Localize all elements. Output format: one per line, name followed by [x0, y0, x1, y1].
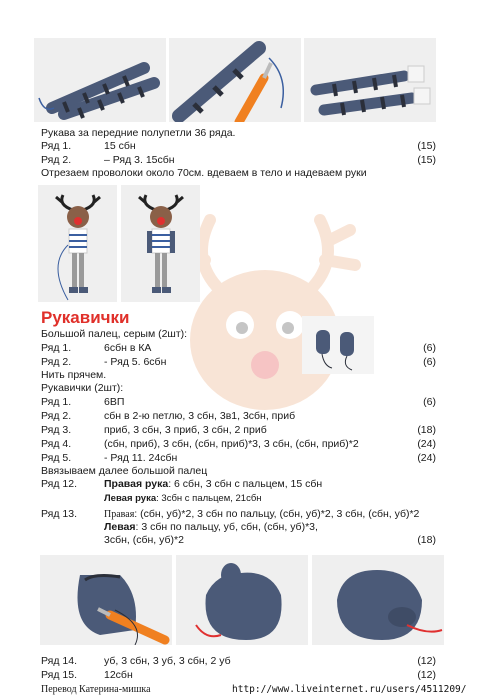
row-15-label: Ряд 15.	[41, 669, 77, 681]
sleeves-photo-1	[34, 38, 166, 122]
reindeer-photo-side	[121, 185, 200, 302]
row-15-count: (12)	[417, 669, 436, 681]
row-12-left-text: : 3сбн с пальцем, 21сбн	[156, 493, 262, 504]
footer-url[interactable]: http://www.liveinternet.ru/users/4511209/	[232, 684, 467, 695]
thumb-row-2-label: Ряд 2.	[41, 356, 72, 368]
row-12-right-text: : 6 сбн, 3 сбн с пальцем, 15 сбн	[168, 478, 323, 490]
mitten-title: Рукавички (2шт):	[41, 382, 124, 394]
row-13-left-text: : 3 сбн по пальцу, уб, сбн, (сбн, уб)*3,	[135, 521, 318, 533]
mitten-row-3-text: приб, 3 сбн, 3 приб, 3 сбн, 2 приб	[104, 424, 267, 436]
thumb-title: Большой палец, серым (2шт):	[41, 328, 188, 340]
row-12-left	[104, 492, 262, 505]
footer-credit: Перевод Катерина-мишка	[41, 684, 151, 695]
mitten-row-4-count: (24)	[417, 438, 436, 450]
sleeves-row-2-text: – Ряд 3. 15сбн	[104, 154, 175, 166]
sleeves-title: Рукава за передние полупетли 36 ряда.	[41, 127, 236, 139]
mitten-row-3-label: Ряд 3.	[41, 424, 72, 436]
row-14-count: (12)	[417, 655, 436, 667]
mitten-row-4-label: Ряд 4.	[41, 438, 72, 450]
join-thumb-note: Ввязываем далее большой палец	[41, 465, 208, 477]
sleeves-photo-2	[169, 38, 301, 122]
sleeves-note: Отрезаем проволоки около 70см. вдеваем в тело и надеваем руки	[41, 167, 367, 179]
sleeves-row-2-count: (15)	[417, 154, 436, 166]
mitten-row-4-text: (сбн, приб), 3 сбн, (сбн, приб)*3, 3 сбн, (сбн, приб)*2	[104, 438, 359, 450]
thumb-row-1-text: 6сбн в КА	[104, 342, 152, 354]
reindeer-photo-front	[38, 185, 117, 302]
mitten-photo-2	[176, 555, 308, 645]
mitten-photo-1	[40, 555, 172, 645]
mitten-row-5-label: Ряд 5.	[41, 452, 72, 464]
sleeves-photo-3	[304, 38, 436, 122]
mittens-heading: Рукавички	[41, 308, 130, 327]
mitten-row-3-count: (18)	[417, 424, 436, 436]
thumb-row-2-count: (6)	[423, 356, 436, 368]
row-12-right	[104, 478, 322, 491]
row-12-left-bold: Левая рука	[104, 493, 157, 504]
mitten-row-1-label: Ряд 1.	[41, 396, 72, 408]
sleeves-row-2-label: Ряд 2.	[41, 154, 72, 166]
row-13-right-text: : (сбн, уб)*2, 3 сбн по пальцу, (сбн, уб)*2, 3 сбн, (сбн, уб)*2	[134, 508, 420, 520]
hide-thread-note: Нить прячем.	[41, 369, 107, 381]
mitten-photo-3	[312, 555, 444, 645]
sleeves-row-1-text: 15 сбн	[104, 140, 136, 152]
row-13-count: (18)	[417, 534, 436, 546]
row-13-left-cont: 3сбн, (сбн, уб)*2	[104, 534, 184, 546]
row-12-right-bold: Правая рука	[104, 478, 169, 490]
thumbs-photo	[302, 316, 374, 374]
row-14-text: уб, 3 сбн, 3 уб, 3 сбн, 2 уб	[104, 655, 231, 667]
thumb-row-2-text: - Ряд 5. 6сбн	[104, 356, 167, 368]
row-14-label: Ряд 14.	[41, 655, 77, 667]
mitten-row-2-label: Ряд 2.	[41, 410, 72, 422]
row-13-left	[104, 521, 318, 534]
sleeves-row-1-label: Ряд 1.	[41, 140, 72, 152]
mitten-row-2-text: сбн в 2-ю петлю, 3 сбн, 3в1, 3сбн, приб	[104, 410, 296, 422]
mitten-row-5-text: - Ряд 11. 24сбн	[104, 452, 178, 464]
row-13-left-bold: Левая	[104, 521, 136, 533]
thumb-row-1-label: Ряд 1.	[41, 342, 72, 354]
mitten-row-1-text: 6ВП	[104, 396, 125, 408]
row-15-text: 12сбн	[104, 669, 133, 681]
mitten-row-1-count: (6)	[423, 396, 436, 408]
mitten-row-5-count: (24)	[417, 452, 436, 464]
row-12-label: Ряд 12.	[41, 478, 77, 490]
row-13-label: Ряд 13.	[41, 508, 77, 520]
thumb-row-1-count: (6)	[423, 342, 436, 354]
row-13-right-prefix: Правая	[104, 509, 135, 520]
sleeves-row-1-count: (15)	[417, 140, 436, 152]
row-13-right	[104, 508, 419, 521]
